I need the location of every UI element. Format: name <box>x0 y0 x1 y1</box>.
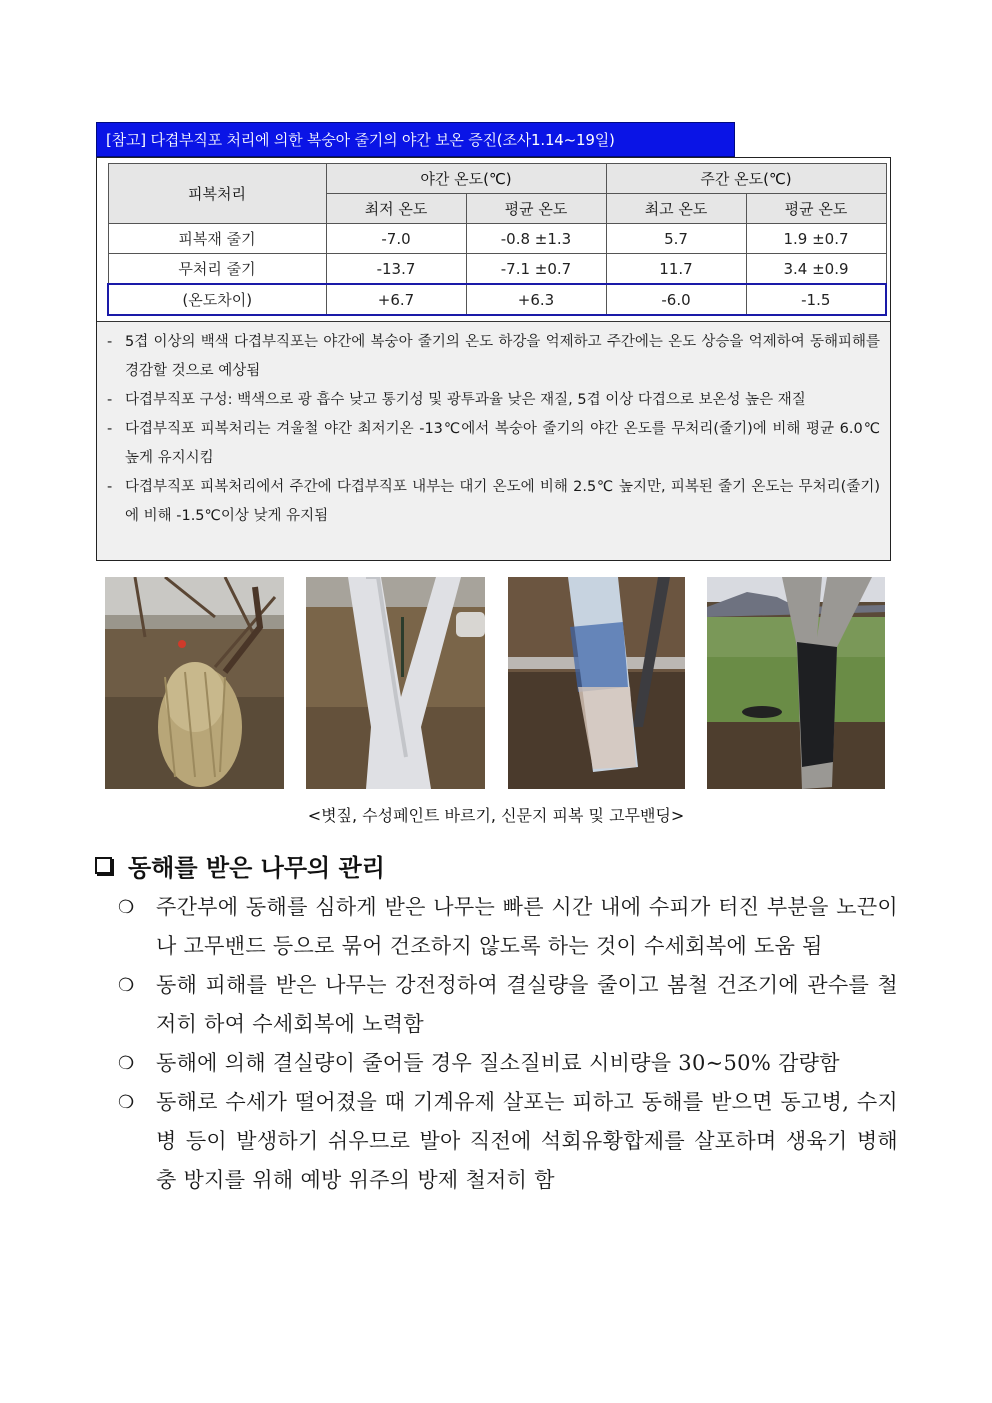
circle-bullet-icon: ❍ <box>118 1053 135 1074</box>
list-item <box>118 966 898 1044</box>
temperature-table <box>107 163 887 316</box>
sub-header-day-avg: 평균 온도 <box>746 194 886 224</box>
rubber-banding-photo <box>707 577 885 789</box>
note-text: 다겹부직포 구성: 백색으로 광 흡수 낮고 통기성 및 광투과율 낮은 재질, 5겹 이상 다겹으로 보온성 높은 재질 <box>125 392 806 408</box>
table-cell: +6.3 <box>466 284 606 315</box>
photo-caption: <볏짚, 수성페인트 바르기, 신문지 피복 및 고무밴딩> <box>307 806 685 825</box>
list-item-text: 동해에 의해 결실량이 줄어들 경우 질소질비료 시비량을 30∼50% 감량함 <box>156 1051 840 1075</box>
reference-box <box>96 157 891 561</box>
sub-header-night-avg: 평균 온도 <box>466 194 606 224</box>
square-bullet-icon <box>95 857 112 874</box>
dash-marker: - <box>107 392 113 408</box>
list-item-text: 주간부에 동해를 심하게 받은 나무는 빠른 시간 내에 수피가 터진 부분을 노끈이나 고무밴드 등으로 묶어 건조하지 않도록 하는 것이 수세회복에 도움 됨 <box>156 895 898 958</box>
note-text: 5겹 이상의 백색 다겹부직포는 야간에 복숭아 줄기의 온도 하강을 억제하고 주간에는 온도 상승을 억제하여 동해피해를 경감할 것으로 예상됨 <box>125 334 880 379</box>
list-item-text: 동해 피해를 받은 나무는 강전정하여 결실량을 줄이고 봄철 건조기에 관수를 철저히 하여 수세회복에 노력함 <box>156 973 898 1036</box>
photo-strip <box>105 577 885 789</box>
notes-panel <box>97 321 890 560</box>
white-paint-photo <box>306 577 485 789</box>
row-label: 무처리 줄기 <box>108 254 326 285</box>
table-row <box>108 254 886 285</box>
newspaper-wrap-photo <box>508 577 685 789</box>
section-heading <box>95 848 385 883</box>
sub-header-night-min: 최저 온도 <box>326 194 466 224</box>
circle-bullet-icon: ❍ <box>118 1092 135 1113</box>
dash-marker: - <box>107 421 113 437</box>
table-cell: 11.7 <box>606 254 746 285</box>
day-temp-header: 주간 온도(℃) <box>606 164 886 194</box>
table-cell: 5.7 <box>606 224 746 254</box>
reference-title: [참고] 다겹부직포 처리에 의한 복숭아 줄기의 야간 보온 증진(조사1.14~19일) <box>96 122 735 157</box>
list-item-text: 동해로 수세가 떨어졌을 때 기계유제 살포는 피하고 동해를 받으면 동고병, 수지병 등이 발생하기 쉬우므로 발아 직전에 석회유황합제를 살포하며 생육기 병해충 방지를 위해 예방 위주의 방제 철저히 함 <box>156 1090 898 1192</box>
sub-header-day-max: 최고 온도 <box>606 194 746 224</box>
table-cell: -1.5 <box>746 284 886 315</box>
note-item <box>107 386 880 415</box>
note-text: 다겹부직포 피복처리는 겨울철 야간 최저기온 -13℃에서 복숭아 줄기의 야간 온도를 무처리(줄기)에 비해 평균 6.0℃ 높게 유지시킴 <box>125 421 880 466</box>
row-header-cell: 피복처리 <box>108 164 326 224</box>
management-list <box>118 888 898 1200</box>
row-label: (온도차이) <box>108 284 326 315</box>
row-label: 피복재 줄기 <box>108 224 326 254</box>
section-title-text: 동해를 받은 나무의 관리 <box>128 854 385 882</box>
night-temp-header: 야간 온도(℃) <box>326 164 606 194</box>
list-item <box>118 1044 898 1083</box>
table-cell: -7.0 <box>326 224 466 254</box>
table-row <box>108 224 886 254</box>
table-cell: -7.1 ±0.7 <box>466 254 606 285</box>
table-cell: -0.8 ±1.3 <box>466 224 606 254</box>
dash-marker: - <box>107 334 113 350</box>
table-cell: 1.9 ±0.7 <box>746 224 886 254</box>
difference-row <box>108 284 886 315</box>
note-item <box>107 473 880 531</box>
table-cell: +6.7 <box>326 284 466 315</box>
table-cell: 3.4 ±0.9 <box>746 254 886 285</box>
note-item <box>107 328 880 386</box>
list-item <box>118 1083 898 1200</box>
circle-bullet-icon: ❍ <box>118 975 135 996</box>
table-cell: -13.7 <box>326 254 466 285</box>
note-item <box>107 415 880 473</box>
list-item <box>118 888 898 966</box>
dash-marker: - <box>107 479 113 495</box>
circle-bullet-icon: ❍ <box>118 897 135 918</box>
rice-straw-wrap-photo <box>105 577 284 789</box>
table-cell: -6.0 <box>606 284 746 315</box>
note-text: 다겹부직포 피복처리에서 주간에 다겹부직포 내부는 대기 온도에 비해 2.5℃ 높지만, 피복된 줄기 온도는 무처리(줄기)에 비해 -1.5℃이상 낮게 유지됨 <box>125 479 880 524</box>
